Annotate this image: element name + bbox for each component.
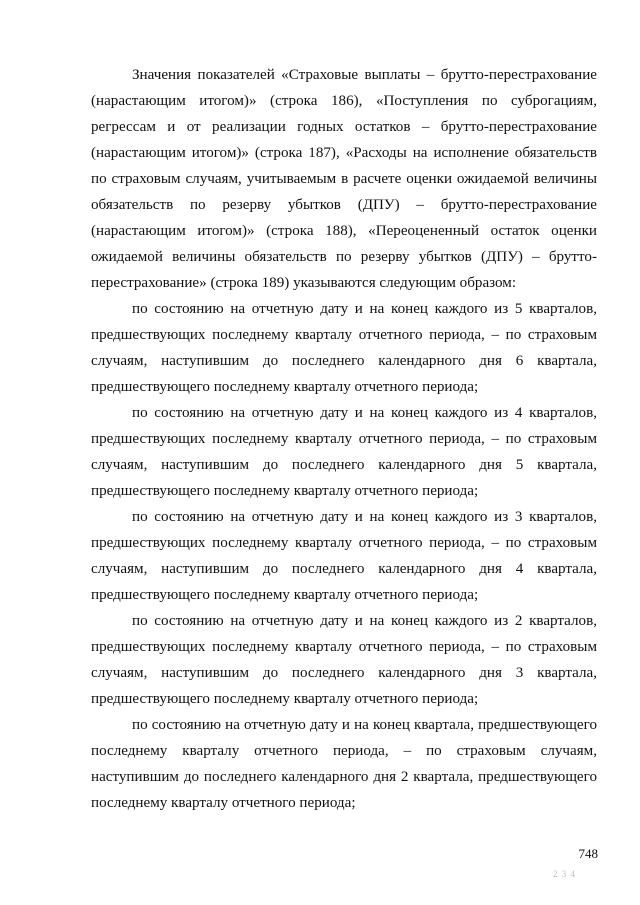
paragraph-quarter-1: по состоянию на отчетную дату и на конец квартала, предшествующего последнему кварталу отчетного периода, – по страховым случаям, наступившим до последнего календарного дня 2 квартала, предшествующего последнему кварталу отчетного периода; bbox=[91, 717, 597, 811]
page-number: 748 bbox=[578, 846, 598, 861]
scan-mark: 2 3 4 bbox=[553, 870, 576, 879]
body-text bbox=[91, 62, 597, 816]
paragraph-quarter-4: по состоянию на отчетную дату и на конец каждого из 4 кварталов, предшествующих последнему кварталу отчетного периода, – по страховым случаям, наступившим до последнего календарного дня 5 квартала, предшествующего последнему кварталу отчетного периода; bbox=[91, 405, 597, 499]
paragraph-quarter-2: по состоянию на отчетную дату и на конец каждого из 2 кварталов, предшествующих последнему кварталу отчетного периода, – по страховым случаям, наступившим до последнего календарного дня 3 квартала, предшествующего последнему кварталу отчетного периода; bbox=[91, 613, 597, 707]
paragraph-quarter-5: по состоянию на отчетную дату и на конец каждого из 5 кварталов, предшествующих последнему кварталу отчетного периода, – по страховым случаям, наступившим до последнего календарного дня 6 квартала, предшествующего последнему кварталу отчетного периода; bbox=[91, 301, 597, 395]
paragraph-intro: Значения показателей «Страховые выплаты – брутто-перестрахование (нарастающим итогом)» (строка 186), «Поступления по суброгациям, регрессам и от реализации годных остатков – брутто-перестрахование (нарастающим итогом)» (строка 187), «Расходы на исполнение обязательств по страховым случаям, учитываемым в расчете оценки ожидаемой величины обязательств по резерву убытков (ДПУ) – брутто-перестрахование (нарастающим итогом)» (строка 188), «Переоцененный остаток оценки ожидаемой величины обязательств по резерву убытков (ДПУ) – брутто-перестрахование» (строка 189) указываются следующим образом: bbox=[91, 67, 597, 291]
paragraph-quarter-3: по состоянию на отчетную дату и на конец каждого из 3 кварталов, предшествующих последнему кварталу отчетного периода, – по страховым случаям, наступившим до последнего календарного дня 4 квартала, предшествующего последнему кварталу отчетного периода; bbox=[91, 509, 597, 603]
